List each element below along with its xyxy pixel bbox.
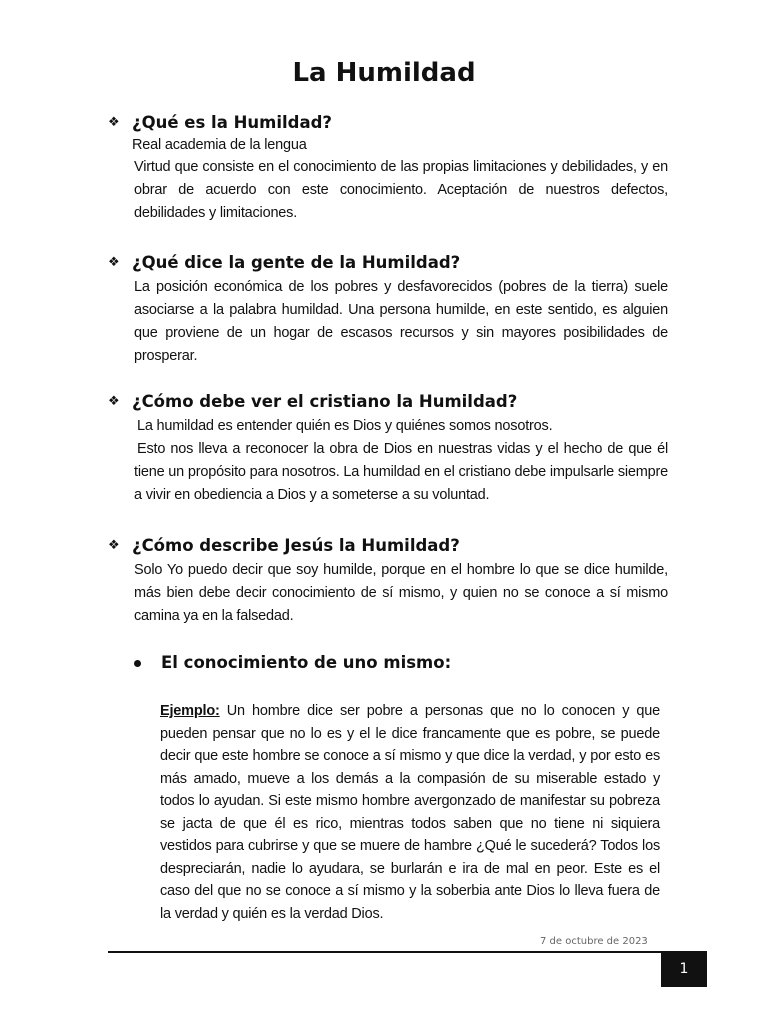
footer-date: 7 de octubre de 2023 bbox=[540, 936, 648, 947]
diamond-bullet-icon: ❖ bbox=[108, 115, 120, 130]
section-body bbox=[134, 559, 668, 628]
section-body bbox=[134, 415, 668, 507]
page-number: 1 bbox=[661, 951, 707, 987]
section-como-debe-ver bbox=[108, 391, 668, 507]
footer-divider bbox=[108, 951, 661, 953]
section-heading-text: ¿Qué dice la gente de la Humildad? bbox=[132, 253, 461, 272]
paragraph: La humildad es entender quién es Dios y quiénes somos nosotros. bbox=[137, 418, 553, 434]
paragraph: Esto nos lleva a reconocer la obra de Dios en nuestras vidas y el hecho de que él tiene un propósito para nosotros. La humildad en el cristiano debe impulsarle siempre a vivir en obediencia a Dios y a someterse a su voluntad. bbox=[134, 441, 668, 503]
section-heading bbox=[108, 112, 668, 134]
subsection-conocimiento bbox=[128, 652, 668, 674]
section-heading-text: ¿Cómo describe Jesús la Humildad? bbox=[132, 536, 460, 555]
paragraph: La posición económica de los pobres y desfavorecidos (pobres de la tierra) suele asociarse a la palabra humildad. Una persona humilde, en este sentido, es alguien que proviene de un hogar de escasos recursos y sin mayores posibilidades de prosperar. bbox=[134, 279, 668, 364]
example-label: Ejemplo: bbox=[160, 703, 220, 719]
section-body bbox=[134, 276, 668, 368]
section-como-describe-jesus bbox=[108, 535, 668, 628]
section-heading bbox=[108, 391, 668, 413]
section-heading bbox=[108, 535, 668, 557]
page-title: La Humildad bbox=[292, 58, 476, 88]
diamond-bullet-icon: ❖ bbox=[108, 255, 120, 270]
section-heading bbox=[108, 252, 668, 274]
paragraph: Solo Yo puedo decir que soy humilde, porque en el hombre lo que se dice humilde, más bien debe decir conocimiento de sí mismo, y quien no se conoce a sí mismo camina ya en la falsedad. bbox=[134, 562, 668, 624]
section-subheading: Real academia de la lengua bbox=[132, 137, 307, 153]
section-que-dice-la-gente bbox=[108, 252, 668, 368]
diamond-bullet-icon: ❖ bbox=[108, 538, 120, 553]
section-body bbox=[134, 156, 668, 225]
section-heading-text: ¿Qué es la Humildad? bbox=[132, 113, 332, 132]
section-heading-text: ¿Cómo debe ver el cristiano la Humildad? bbox=[132, 392, 518, 411]
paragraph: Virtud que consiste en el conocimiento de las propias limitaciones y debilidades, y en obrar de acuerdo con este conocimiento. Aceptación de nuestros defectos, debilidades y limitaciones. bbox=[134, 159, 668, 221]
diamond-bullet-icon: ❖ bbox=[108, 394, 120, 409]
section-que-es bbox=[108, 112, 668, 225]
round-bullet-icon bbox=[134, 660, 141, 667]
example-paragraph bbox=[160, 700, 660, 925]
example-text: Un hombre dice ser pobre a personas que no lo conocen y que pueden pensar que no lo es y el le dice francamente que es pobre, se puede decir que este hombre se conoce a sí mismo y que dice la verdad, y por esto es más amado, mueve a los demás a la compasión de su miserable estado y todos lo ayudan. Si este mismo hombre avergonzado de manifestar su pobreza se jacta de que él es rico, mientras todos saben que no tiene ni siquiera vestidos para cubrirse y que se muere de hambre ¿Qué le sucederá? Todos los despreciarán, nadie lo ayudara, se burlarán e ira de mal en peor. Este es el caso del que no se conoce a sí mismo y la soberbia ante Dios lo lleva fuera de la verdad y quién es la verdad Dios. bbox=[160, 703, 660, 922]
subsection-heading-text: El conocimiento de uno mismo: bbox=[161, 653, 452, 672]
subsection-heading bbox=[128, 652, 668, 674]
